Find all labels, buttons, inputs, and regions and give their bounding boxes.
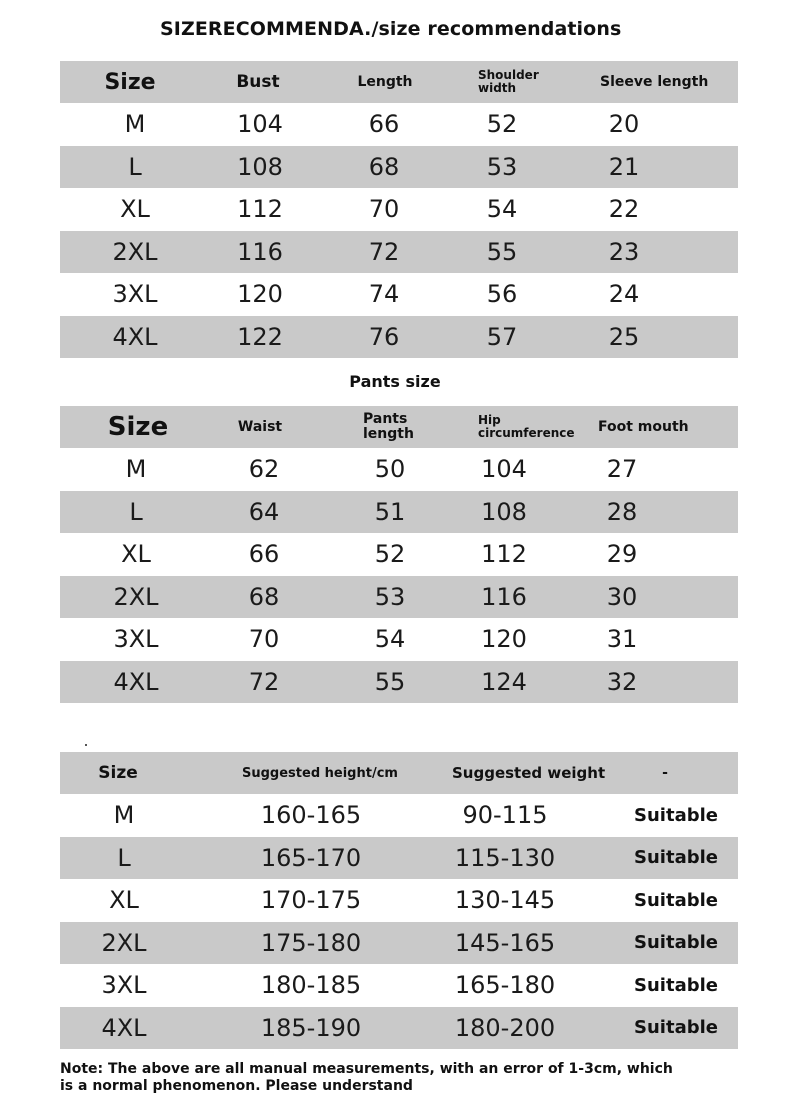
table-row xyxy=(60,448,738,490)
shoulder-width-cell: 55 xyxy=(486,237,518,266)
table-row xyxy=(60,837,738,879)
pants-length-cell: 53 xyxy=(374,582,406,611)
size-cell: 2XL xyxy=(113,582,159,611)
shoulder-width-cell: 52 xyxy=(486,110,518,138)
suggested-height-cell: 160-165 xyxy=(260,801,362,829)
suitable-cell: Suitable xyxy=(634,889,718,911)
header-size: Size xyxy=(107,412,169,442)
suggested-height-cell: 165-170 xyxy=(260,843,362,872)
waist-cell: 72 xyxy=(248,667,280,696)
table-row xyxy=(60,879,738,921)
bust-cell: 112 xyxy=(237,195,283,223)
header-shoulder-width: Shoulder width xyxy=(478,68,539,95)
suggested-weight-cell: 180-200 xyxy=(454,1013,556,1042)
header-length: Length xyxy=(357,74,413,90)
table-row xyxy=(60,618,738,660)
table-row xyxy=(60,316,738,358)
bust-cell: 120 xyxy=(237,280,283,308)
waist-cell: 62 xyxy=(248,455,280,483)
shoulder-width-cell: 54 xyxy=(486,195,518,223)
table-row xyxy=(60,188,738,230)
suggested-weight-cell: 165-180 xyxy=(454,971,556,999)
measurement-note: Note: The above are all manual measurements, with an error of 1-3cm, which is a normal phenomenon. Please understand xyxy=(60,1061,673,1094)
size-cell: L xyxy=(117,843,131,872)
header-size: Size xyxy=(104,69,156,95)
header-pants-length: Pants length xyxy=(363,411,414,442)
pants-length-cell: 55 xyxy=(374,667,406,696)
table-row xyxy=(60,533,738,575)
suggested-weight-cell: 115-130 xyxy=(454,843,556,872)
hip-circumference-cell: 108 xyxy=(481,497,527,526)
suitable-cell: Suitable xyxy=(634,847,718,868)
shoulder-width-cell: 57 xyxy=(486,322,518,351)
waist-cell: 66 xyxy=(248,540,280,568)
hip-circumference-cell: 124 xyxy=(481,667,527,696)
pants-length-cell: 51 xyxy=(374,497,406,526)
foot-mouth-cell: 27 xyxy=(606,455,638,483)
header-foot-mouth: Foot mouth xyxy=(598,419,689,435)
table-row xyxy=(60,146,738,188)
suggested-weight-cell: 90-115 xyxy=(462,801,548,829)
table-row xyxy=(60,576,738,618)
table-row xyxy=(60,661,738,703)
bust-cell: 122 xyxy=(237,322,283,351)
size-cell: 4XL xyxy=(112,322,158,351)
header-size: Size xyxy=(98,763,138,783)
table-row xyxy=(60,794,738,836)
sleeve-length-cell: 25 xyxy=(608,322,640,351)
pants-size-title: Pants size xyxy=(349,372,441,391)
shoulder-width-cell: 53 xyxy=(486,152,518,181)
sleeve-length-cell: 24 xyxy=(608,280,640,308)
size-cell: 2XL xyxy=(101,928,147,957)
waist-cell: 64 xyxy=(248,497,280,526)
size-cell: 2XL xyxy=(112,237,158,266)
bust-cell: 108 xyxy=(237,152,283,181)
size-cell: 4XL xyxy=(101,1013,147,1042)
suitable-cell: Suitable xyxy=(634,804,718,826)
table-row xyxy=(60,103,738,145)
size-cell: M xyxy=(124,110,146,138)
sleeve-length-cell: 20 xyxy=(608,110,640,138)
sleeve-length-cell: 23 xyxy=(608,237,640,266)
table-row xyxy=(60,964,738,1006)
pants-length-cell: 50 xyxy=(374,455,406,483)
size-cell: 3XL xyxy=(101,971,147,999)
shoulder-width-cell: 56 xyxy=(486,280,518,308)
header-dash: - xyxy=(662,765,668,781)
length-cell: 68 xyxy=(368,152,400,181)
size-cell: XL xyxy=(109,886,139,914)
waist-cell: 70 xyxy=(248,625,280,653)
length-cell: 76 xyxy=(368,322,400,351)
foot-mouth-cell: 30 xyxy=(606,582,638,611)
table-header-row xyxy=(60,752,738,794)
sleeve-length-cell: 21 xyxy=(608,152,640,181)
foot-mouth-cell: 28 xyxy=(606,497,638,526)
size-cell: XL xyxy=(120,195,150,223)
suitable-cell: Suitable xyxy=(634,1017,718,1038)
sleeve-length-cell: 22 xyxy=(608,195,640,223)
waist-cell: 68 xyxy=(248,582,280,611)
size-cell: 4XL xyxy=(113,667,159,696)
header-suggested-weight: Suggested weight xyxy=(452,764,606,782)
foot-mouth-cell: 31 xyxy=(606,625,638,653)
length-cell: 74 xyxy=(368,280,400,308)
bust-cell: 116 xyxy=(237,237,283,266)
size-cell: XL xyxy=(121,540,151,568)
stray-dot xyxy=(85,744,87,746)
header-waist: Waist xyxy=(237,419,283,435)
table-row xyxy=(60,231,738,273)
table-row xyxy=(60,1007,738,1049)
size-cell: 3XL xyxy=(112,280,158,308)
table-row xyxy=(60,273,738,315)
suggested-weight-cell: 145-165 xyxy=(454,928,556,957)
length-cell: 66 xyxy=(368,110,400,138)
pants-length-cell: 52 xyxy=(374,540,406,568)
table-header-row xyxy=(60,406,738,448)
bust-cell: 104 xyxy=(237,110,283,138)
length-cell: 70 xyxy=(368,195,400,223)
header-sleeve-length: Sleeve length xyxy=(600,74,709,90)
size-cell: L xyxy=(129,497,143,526)
suggested-height-cell: 170-175 xyxy=(260,886,362,914)
suitable-cell: Suitable xyxy=(634,932,718,953)
header-suggested-height: Suggested height/cm xyxy=(242,765,398,781)
pants-length-cell: 54 xyxy=(374,625,406,653)
table-row xyxy=(60,491,738,533)
suggested-height-cell: 185-190 xyxy=(260,1013,362,1042)
hip-circumference-cell: 104 xyxy=(481,455,527,483)
hip-circumference-cell: 116 xyxy=(481,582,527,611)
size-cell: 3XL xyxy=(113,625,159,653)
hip-circumference-cell: 120 xyxy=(481,625,527,653)
table-row xyxy=(60,922,738,964)
size-cell: M xyxy=(113,801,135,829)
suggested-weight-cell: 130-145 xyxy=(454,886,556,914)
size-cell: L xyxy=(128,152,142,181)
foot-mouth-cell: 29 xyxy=(606,540,638,568)
header-bust: Bust xyxy=(236,72,280,92)
table-header-row xyxy=(60,61,738,103)
page-title: SIZERECOMMENDA./size recommendations xyxy=(160,18,622,40)
header-hip-circumference: Hip circumference xyxy=(478,413,575,440)
foot-mouth-cell: 32 xyxy=(606,667,638,696)
suitable-cell: Suitable xyxy=(634,974,718,996)
suggested-height-cell: 180-185 xyxy=(260,971,362,999)
suggested-height-cell: 175-180 xyxy=(260,928,362,957)
size-cell: M xyxy=(125,455,147,483)
hip-circumference-cell: 112 xyxy=(481,540,527,568)
length-cell: 72 xyxy=(368,237,400,266)
